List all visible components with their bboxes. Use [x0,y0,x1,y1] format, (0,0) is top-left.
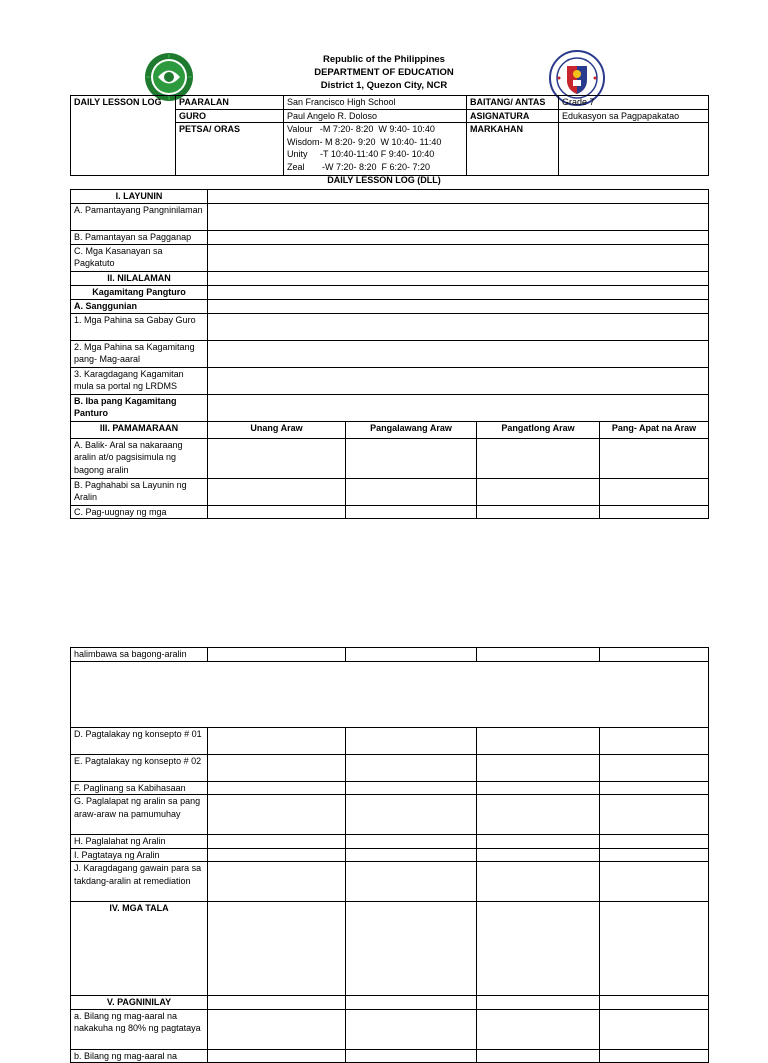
row-balik-aral: A. Balik- Aral sa nakaraang aralin at/o pagsisimula ng bagong aralin [71,438,208,478]
schedule-line: Zeal -W 7:20- 8:20 F 6:20- 7:20 [287,161,431,172]
paaralan-label: PAARALAN [176,96,284,110]
info-table [70,95,709,176]
dll-title: DAILY LESSON LOG [71,96,176,176]
blank-row [71,661,709,727]
header-republic: Republic of the Philippines [323,54,445,65]
row-layunin: I. LAYUNIN [71,190,208,204]
header-district: District 1, Quezon City, NCR [320,80,448,91]
baitang-label: BAITANG/ ANTAS [467,96,559,110]
row-pamamaraan: III. PAMAMARAAN [71,421,208,438]
row-paglalahat: H. Paglalahat ng Aralin [71,835,208,849]
row-paglalapat: G. Paglalapat ng aralin sa pang araw-araw na pamumuhay [71,795,208,835]
row-mga-tala: IV. MGA TALA [71,902,208,996]
schedule-line: Wisdom- M 8:20- 9:20 W 10:40- 11:40 [287,136,442,147]
day-header: Pangalawang Araw [346,421,477,438]
row-iba-pang: B. Iba pang Kagamitang Panturo [71,394,208,421]
row-pagtataya: I. Pagtataya ng Aralin [71,848,208,862]
row-paghahabi: B. Paghahabi sa Layunin ng Aralin [71,478,208,505]
asignatura-value: Edukasyon sa Pagpapakatao [559,109,709,123]
row-karagdagang: J. Karagdagang gawain para sa takdang-aralin at remediation [71,862,208,902]
row-kagamitang-mag-aaral: 2. Mga Pahina sa Kagamitang pang- Mag-aaral [71,340,208,367]
row-pamantayan: B. Pamantayan sa Pagganap [71,230,208,244]
schedule-line: Unity -T 10:40-11:40 F 9:40- 10:40 [287,149,435,159]
row-kasanayan: C. Mga Kasanayan sa Pagkatuto [71,244,208,271]
row-kagamitang: Kagamitang Pangturo [71,285,208,299]
guro-label: GURO [176,109,284,123]
schedule-cell [284,123,467,176]
day-header: Pangatlong Araw [477,421,600,438]
markahan-value [559,123,709,176]
row-bilang-b: b. Bilang ng mag-aaral na [71,1049,208,1063]
row-nilalaman: II. NILALAMAN [71,271,208,285]
baitang-value: Grade 7 [559,96,709,110]
main-table [70,189,709,519]
header-department: DEPARTMENT OF EDUCATION [314,67,454,78]
row-sanggunian: A. Sanggunian [71,299,208,313]
day-header: Unang Araw [208,421,346,438]
row-paglinang: F. Paglinang sa Kabihasaan [71,781,208,795]
row-pagtalakay-2: E. Pagtalakay ng konsepto # 02 [71,754,208,781]
row-lrdms: 3. Karagdagang Kagamitan mula sa portal ng LRDMS [71,367,208,394]
schedule-line: Valour -M 7:20- 8:20 W 9:40- 10:40 [287,124,435,134]
petsa-label: PETSA/ ORAS [176,123,284,176]
asignatura-label: ASIGNATURA [467,109,559,123]
paaralan-value: San Francisco High School [284,96,467,110]
continuation-table [70,647,709,1063]
row-pag-uugnay-cont: halimbawa sa bagong-aralin [71,648,208,662]
row-gabay-guro: 1. Mga Pahina sa Gabay Guro [71,313,208,340]
row-pag-uugnay: C. Pag-uugnay ng mga [71,505,208,519]
markahan-label: MARKAHAN [467,123,559,176]
dll-caption: DAILY LESSON LOG (DLL) [327,175,441,185]
guro-value: Paul Angelo R. Doloso [284,109,467,123]
row-bilang-80: a. Bilang ng mag-aaral na nakakuha ng 80% ng pagtataya [71,1009,208,1049]
day-header: Pang- Apat na Araw [600,421,709,438]
row-pagtalakay-1: D. Pagtalakay ng konsepto # 01 [71,727,208,754]
row-pamantayang: A. Pamantayang Pangninilaman [71,203,208,230]
row-pagninilay: V. PAGNINILAY [71,996,208,1010]
